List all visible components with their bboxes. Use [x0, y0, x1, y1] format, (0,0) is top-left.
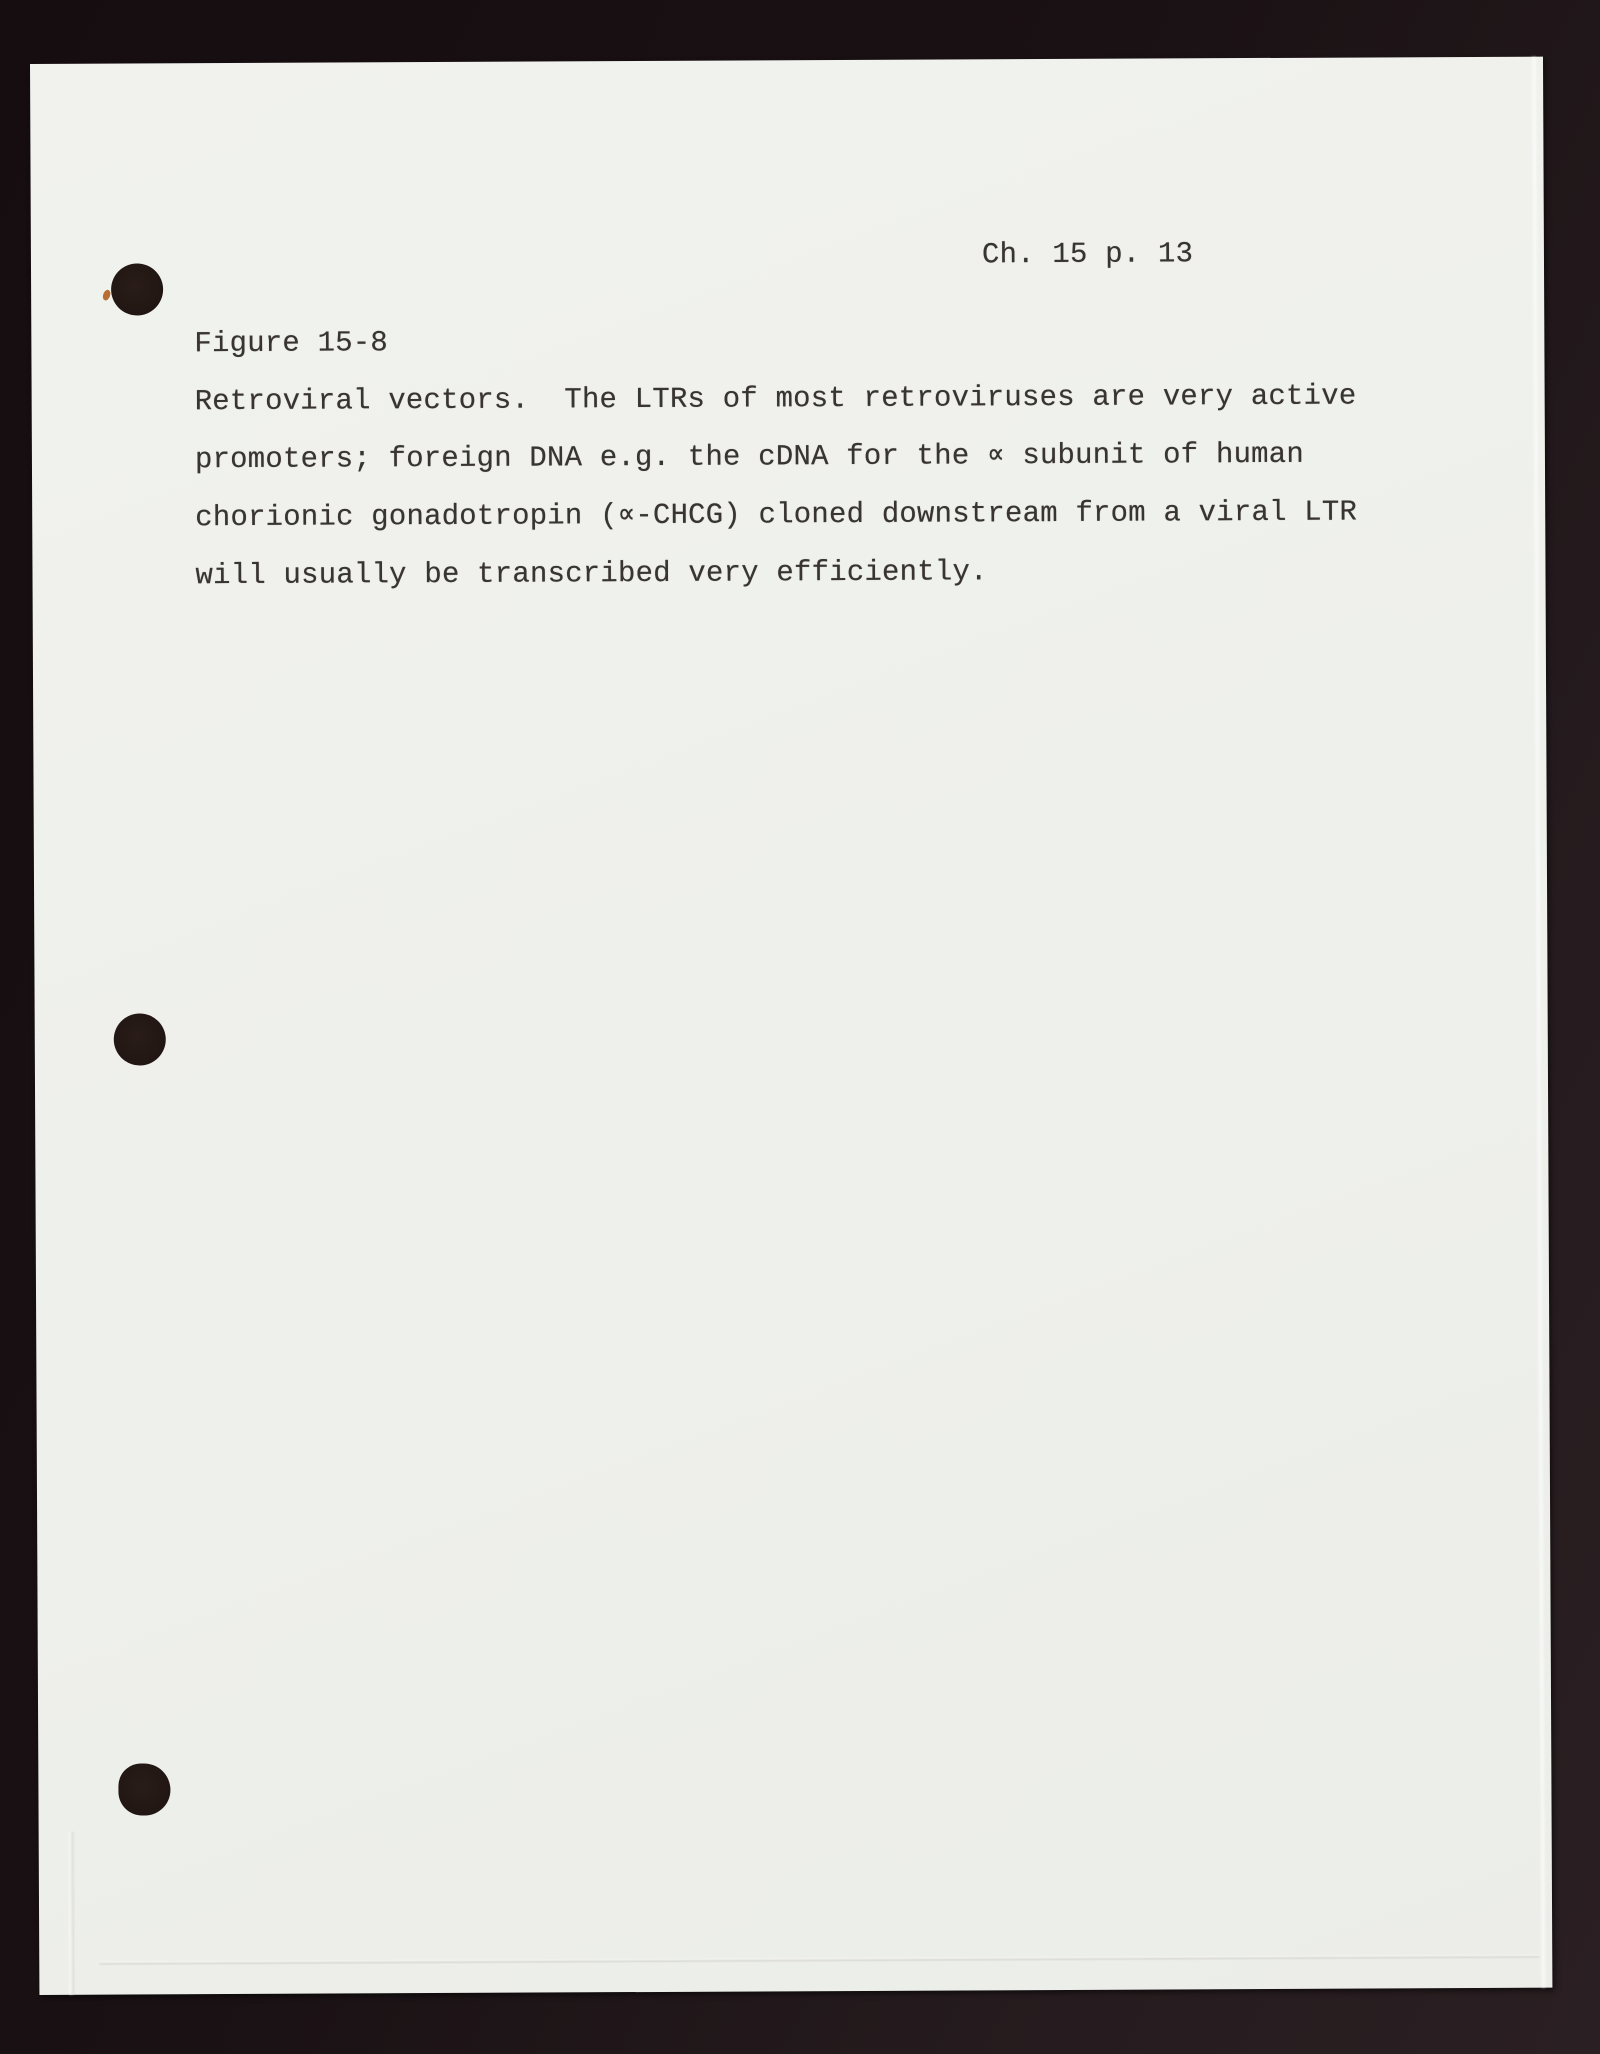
document-line: promoters; foreign DNA e.g. the cDNA for the ∝ subunit of human — [194, 437, 1305, 477]
underlying-page-edge-vertical — [69, 1832, 75, 1995]
hole-punch-middle — [114, 1013, 166, 1065]
figure-caption-block — [194, 310, 1357, 606]
figure-title-line: Figure 15-8 — [194, 326, 389, 361]
hole-punch-top — [111, 263, 163, 315]
hole-punch-bottom — [118, 1763, 170, 1815]
page-number-header: Ch. 15 p. 13 — [981, 237, 1194, 272]
underlying-page-edge-horizontal — [99, 1955, 1539, 1965]
document-line: will usually be transcribed very efficiently. — [195, 555, 988, 593]
document-page — [30, 57, 1552, 1995]
document-line: Retroviral vectors. The LTRs of most retroviruses are very active — [194, 379, 1357, 419]
document-line: chorionic gonadotropin (∝-CHCG) cloned downstream from a viral LTR — [195, 495, 1358, 535]
paper-fleck — [101, 289, 111, 302]
